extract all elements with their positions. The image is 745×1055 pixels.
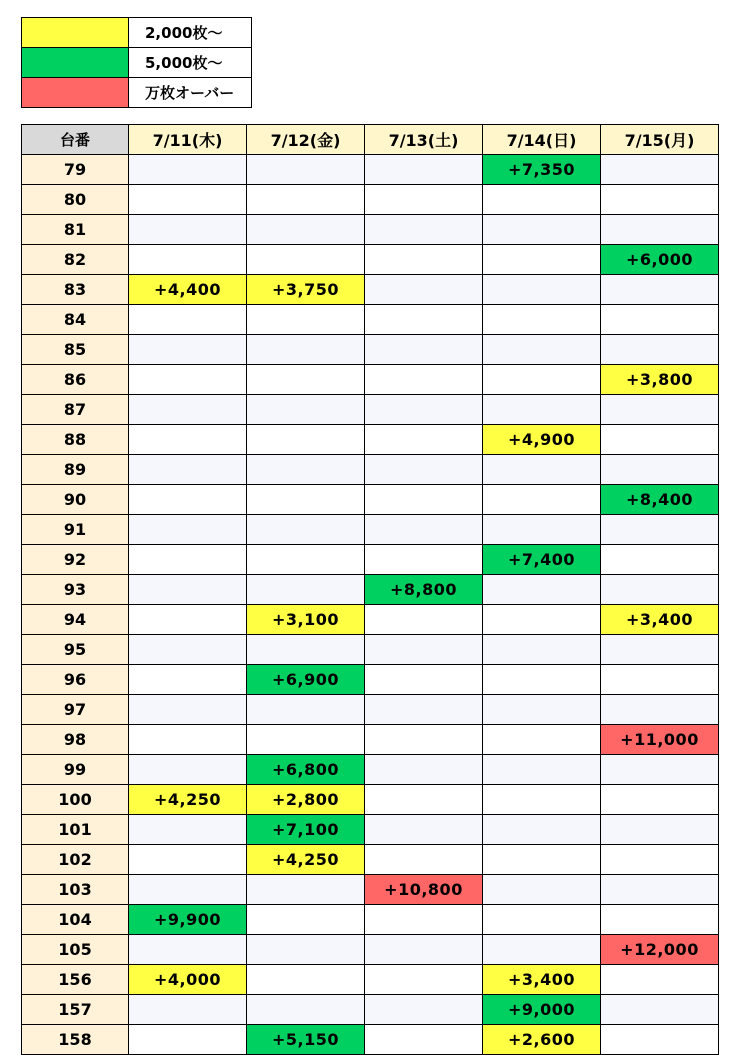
table-row: [22, 365, 719, 395]
payout-cell: +6,800: [247, 755, 365, 785]
payout-cell: +4,250: [247, 845, 365, 875]
legend-label: 5,000枚〜: [129, 48, 252, 78]
date-header: 7/12(金): [247, 125, 365, 155]
empty-cell: [601, 875, 719, 905]
empty-cell: [601, 185, 719, 215]
empty-cell: [129, 155, 247, 185]
empty-cell: [483, 695, 601, 725]
empty-cell: [129, 515, 247, 545]
payout-cell: +3,400: [483, 965, 601, 995]
empty-cell: [129, 875, 247, 905]
table-row: [22, 155, 719, 185]
empty-cell: [483, 245, 601, 275]
empty-cell: [365, 515, 483, 545]
empty-cell: [365, 725, 483, 755]
empty-cell: [247, 185, 365, 215]
empty-cell: [365, 785, 483, 815]
payout-cell: +7,350: [483, 155, 601, 185]
legend-swatch-green: [22, 48, 129, 78]
empty-cell: [601, 395, 719, 425]
empty-cell: [483, 215, 601, 245]
legend-row: [22, 48, 252, 78]
legend-swatch-red: [22, 78, 129, 108]
empty-cell: [129, 725, 247, 755]
empty-cell: [365, 455, 483, 485]
empty-cell: [601, 995, 719, 1025]
empty-cell: [247, 575, 365, 605]
empty-cell: [247, 995, 365, 1025]
empty-cell: [365, 905, 483, 935]
empty-cell: [483, 815, 601, 845]
empty-cell: [365, 185, 483, 215]
empty-cell: [483, 305, 601, 335]
empty-cell: [483, 515, 601, 545]
empty-cell: [601, 215, 719, 245]
empty-cell: [247, 245, 365, 275]
empty-cell: [483, 185, 601, 215]
empty-cell: [365, 935, 483, 965]
legend-label: 万枚オーバー: [129, 78, 252, 108]
empty-cell: [601, 575, 719, 605]
table-row: [22, 425, 719, 455]
empty-cell: [247, 215, 365, 245]
table-row: [22, 995, 719, 1025]
machine-number-cell: 92: [22, 545, 129, 575]
machine-number-cell: 79: [22, 155, 129, 185]
table-row: [22, 635, 719, 665]
machine-number-cell: 102: [22, 845, 129, 875]
legend-swatch-yellow: [22, 18, 129, 48]
empty-cell: [129, 665, 247, 695]
payout-cell: +3,400: [601, 605, 719, 635]
payout-cell: +9,000: [483, 995, 601, 1025]
empty-cell: [365, 695, 483, 725]
machine-number-cell: 94: [22, 605, 129, 635]
empty-cell: [483, 575, 601, 605]
machine-number-cell: 88: [22, 425, 129, 455]
machine-number-cell: 157: [22, 995, 129, 1025]
empty-cell: [365, 425, 483, 455]
payout-cell: +11,000: [601, 725, 719, 755]
empty-cell: [601, 785, 719, 815]
empty-cell: [247, 335, 365, 365]
table-row: [22, 395, 719, 425]
empty-cell: [129, 545, 247, 575]
machine-number-cell: 101: [22, 815, 129, 845]
empty-cell: [129, 425, 247, 455]
machine-number-cell: 97: [22, 695, 129, 725]
machine-number-cell: 158: [22, 1025, 129, 1055]
payout-cell: +4,900: [483, 425, 601, 455]
empty-cell: [129, 335, 247, 365]
legend-row: [22, 78, 252, 108]
empty-cell: [601, 545, 719, 575]
table-row: [22, 575, 719, 605]
empty-cell: [483, 725, 601, 755]
legend-label: 2,000枚〜: [129, 18, 252, 48]
empty-cell: [483, 605, 601, 635]
table-row: [22, 605, 719, 635]
payout-cell: +7,100: [247, 815, 365, 845]
table-row: [22, 665, 719, 695]
empty-cell: [483, 365, 601, 395]
empty-cell: [247, 485, 365, 515]
payout-cell: +9,900: [129, 905, 247, 935]
empty-cell: [601, 515, 719, 545]
table-row: [22, 485, 719, 515]
empty-cell: [483, 485, 601, 515]
empty-cell: [129, 575, 247, 605]
table-row: [22, 515, 719, 545]
table-row: [22, 275, 719, 305]
table-row: [22, 905, 719, 935]
empty-cell: [365, 395, 483, 425]
payout-cell: +8,800: [365, 575, 483, 605]
machine-number-cell: 105: [22, 935, 129, 965]
empty-cell: [247, 965, 365, 995]
empty-cell: [601, 455, 719, 485]
empty-cell: [483, 935, 601, 965]
legend-table: [21, 17, 252, 108]
date-header: 7/11(木): [129, 125, 247, 155]
empty-cell: [365, 965, 483, 995]
table-row: [22, 845, 719, 875]
machine-number-cell: 82: [22, 245, 129, 275]
empty-cell: [129, 245, 247, 275]
payout-table: [21, 124, 719, 1055]
empty-cell: [601, 1025, 719, 1055]
empty-cell: [247, 305, 365, 335]
table-row: [22, 1025, 719, 1055]
empty-cell: [365, 485, 483, 515]
empty-cell: [365, 545, 483, 575]
table-row: [22, 755, 719, 785]
empty-cell: [601, 305, 719, 335]
empty-cell: [483, 455, 601, 485]
empty-cell: [247, 155, 365, 185]
machine-number-cell: 98: [22, 725, 129, 755]
empty-cell: [247, 725, 365, 755]
empty-cell: [365, 155, 483, 185]
date-header: 7/14(日): [483, 125, 601, 155]
machine-number-cell: 86: [22, 365, 129, 395]
empty-cell: [247, 455, 365, 485]
payout-cell: +12,000: [601, 935, 719, 965]
empty-cell: [365, 335, 483, 365]
empty-cell: [483, 665, 601, 695]
empty-cell: [601, 815, 719, 845]
empty-cell: [601, 905, 719, 935]
empty-cell: [247, 905, 365, 935]
payout-cell: +4,400: [129, 275, 247, 305]
machine-number-cell: 156: [22, 965, 129, 995]
empty-cell: [365, 815, 483, 845]
empty-cell: [601, 635, 719, 665]
empty-cell: [247, 875, 365, 905]
legend-row: [22, 18, 252, 48]
table-row: [22, 965, 719, 995]
empty-cell: [247, 365, 365, 395]
payout-cell: +6,900: [247, 665, 365, 695]
empty-cell: [601, 755, 719, 785]
machine-number-cell: 96: [22, 665, 129, 695]
payout-cell: +4,250: [129, 785, 247, 815]
empty-cell: [483, 755, 601, 785]
machine-number-header: 台番: [22, 125, 129, 155]
empty-cell: [365, 275, 483, 305]
payout-cell: +2,800: [247, 785, 365, 815]
table-row: [22, 545, 719, 575]
table-row: [22, 875, 719, 905]
machine-number-cell: 90: [22, 485, 129, 515]
table-row: [22, 455, 719, 485]
empty-cell: [483, 905, 601, 935]
empty-cell: [129, 755, 247, 785]
empty-cell: [365, 995, 483, 1025]
table-row: [22, 215, 719, 245]
empty-cell: [483, 635, 601, 665]
table-row: [22, 815, 719, 845]
empty-cell: [601, 845, 719, 875]
empty-cell: [365, 245, 483, 275]
empty-cell: [365, 215, 483, 245]
empty-cell: [365, 665, 483, 695]
empty-cell: [483, 845, 601, 875]
payout-cell: +8,400: [601, 485, 719, 515]
empty-cell: [129, 215, 247, 245]
payout-cell: +3,800: [601, 365, 719, 395]
table-row: [22, 695, 719, 725]
empty-cell: [247, 545, 365, 575]
payout-cell: +7,400: [483, 545, 601, 575]
machine-number-cell: 83: [22, 275, 129, 305]
table-row: [22, 725, 719, 755]
empty-cell: [129, 485, 247, 515]
empty-cell: [601, 155, 719, 185]
empty-cell: [247, 515, 365, 545]
payout-cell: +3,100: [247, 605, 365, 635]
empty-cell: [129, 365, 247, 395]
table-row: [22, 335, 719, 365]
machine-number-cell: 104: [22, 905, 129, 935]
empty-cell: [247, 635, 365, 665]
empty-cell: [247, 695, 365, 725]
empty-cell: [365, 305, 483, 335]
machine-number-cell: 87: [22, 395, 129, 425]
machine-number-cell: 93: [22, 575, 129, 605]
empty-cell: [247, 425, 365, 455]
empty-cell: [365, 365, 483, 395]
header-row: [22, 125, 719, 155]
empty-cell: [247, 395, 365, 425]
empty-cell: [129, 605, 247, 635]
machine-number-cell: 84: [22, 305, 129, 335]
date-header: 7/15(月): [601, 125, 719, 155]
empty-cell: [365, 605, 483, 635]
table-row: [22, 185, 719, 215]
machine-number-cell: 100: [22, 785, 129, 815]
empty-cell: [129, 305, 247, 335]
empty-cell: [483, 395, 601, 425]
empty-cell: [601, 965, 719, 995]
payout-cell: +4,000: [129, 965, 247, 995]
empty-cell: [129, 935, 247, 965]
machine-number-cell: 95: [22, 635, 129, 665]
empty-cell: [483, 275, 601, 305]
empty-cell: [129, 1025, 247, 1055]
payout-cell: +3,750: [247, 275, 365, 305]
machine-number-cell: 80: [22, 185, 129, 215]
empty-cell: [129, 635, 247, 665]
empty-cell: [601, 665, 719, 695]
empty-cell: [129, 455, 247, 485]
empty-cell: [601, 425, 719, 455]
empty-cell: [129, 845, 247, 875]
table-row: [22, 785, 719, 815]
empty-cell: [365, 1025, 483, 1055]
empty-cell: [247, 935, 365, 965]
table-row: [22, 305, 719, 335]
empty-cell: [483, 785, 601, 815]
empty-cell: [129, 185, 247, 215]
payout-cell: +10,800: [365, 875, 483, 905]
empty-cell: [601, 695, 719, 725]
payout-cell: +2,600: [483, 1025, 601, 1055]
payout-cell: +5,150: [247, 1025, 365, 1055]
table-row: [22, 245, 719, 275]
machine-number-cell: 91: [22, 515, 129, 545]
machine-number-cell: 85: [22, 335, 129, 365]
payout-cell: +6,000: [601, 245, 719, 275]
empty-cell: [129, 995, 247, 1025]
machine-number-cell: 81: [22, 215, 129, 245]
empty-cell: [365, 635, 483, 665]
empty-cell: [483, 335, 601, 365]
empty-cell: [483, 875, 601, 905]
machine-number-cell: 89: [22, 455, 129, 485]
empty-cell: [365, 755, 483, 785]
empty-cell: [601, 275, 719, 305]
table-row: [22, 935, 719, 965]
empty-cell: [129, 395, 247, 425]
empty-cell: [601, 335, 719, 365]
machine-number-cell: 99: [22, 755, 129, 785]
empty-cell: [129, 815, 247, 845]
empty-cell: [129, 695, 247, 725]
date-header: 7/13(土): [365, 125, 483, 155]
empty-cell: [365, 845, 483, 875]
machine-number-cell: 103: [22, 875, 129, 905]
